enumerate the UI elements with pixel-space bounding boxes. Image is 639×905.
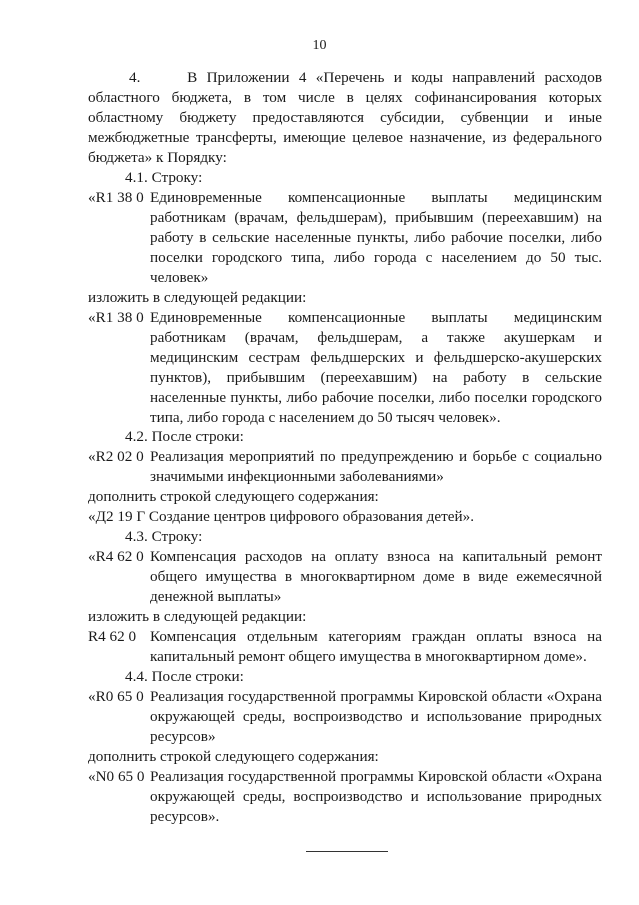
item-4-1-heading: 4.1. Строку: — [125, 169, 203, 186]
item-4-1-new-text: работникам (врачам, фельдшерам, а также акушеркам и медицинским сестрам фельдшерских и фельдшерско-акушерских пунктов), прибывшим (переехавшим) на работу в сельские населенные пункты, либо рабочие поселки, либо поселки городского типа, либо города с населением до 50 тысяч человек». — [150, 329, 602, 426]
item-4-3-new-text: капитальный ремонт общего имущества в многоквартирном доме». — [150, 648, 587, 665]
item-4-2-ref-first-line: Реализация мероприятий по предупреждению и борьбе с социально — [150, 448, 602, 465]
item-4-3-old-text: общего имущества в многоквартирном доме в виде ежемесячной денежной выплаты» — [150, 568, 602, 605]
item-4-1-transition: изложить в следующей редакции: — [88, 289, 307, 306]
item-4-paragraph — [88, 68, 602, 168]
item-4-number: 4. — [129, 69, 141, 86]
item-4-4-ref-first-line: Реализация государственной программы Кировской области «Охрана — [150, 688, 602, 705]
item-4-2-added-line: «Д2 19 Г Создание центров цифрового образования детей». — [88, 508, 475, 525]
item-4-2-heading: 4.2. После строки: — [125, 428, 244, 445]
item-4-3-new-first-line: Компенсация отдельным категориям граждан оплаты взноса на — [150, 628, 602, 645]
closing-divider — [306, 851, 388, 852]
item-4-4-added-code: «N0 65 0 — [88, 768, 145, 785]
item-4-4-added-text: окружающей среды, воспроизводство и использование природных ресурсов». — [150, 788, 602, 825]
item-4-4-transition: дополнить строкой следующего содержания: — [88, 748, 379, 765]
item-4-4-added-first-line: Реализация государственной программы Кировской области «Охрана — [150, 768, 602, 785]
item-4-text: В Приложении 4 «Перечень и коды направлений расходов областного бюджета, в том числе в целях софинансирования которых областному бюджету предоставляются субсидии, субвенции и иные межбюджетные трансферты, имеющие целевое назначение, из федерального бюджета» к Порядку: — [88, 69, 602, 166]
item-4-4-ref-code: «R0 65 0 — [88, 688, 144, 705]
page-number: 10 — [312, 38, 327, 53]
item-4-2-ref-text: значимыми инфекционными заболеваниями» — [150, 468, 444, 485]
item-4-3-heading: 4.3. Строку: — [125, 528, 203, 545]
item-4-1-old-text: работникам (врачам, фельдшерам), прибывшим (переехавшим) на работу в сельские населенные пункты, либо рабочие поселки, либо поселки городского типа, либо города с населением до 50 тыс. человек» — [150, 209, 602, 286]
item-4-4-heading: 4.4. После строки: — [125, 668, 244, 685]
item-4-3-old-first-line: Компенсация расходов на оплату взноса на капитальный ремонт — [150, 548, 602, 565]
item-4-1-new-first-line: Единовременные компенсационные выплаты медицинским — [150, 309, 602, 326]
item-4-1-new-code: «R1 38 0 — [88, 309, 144, 326]
item-4-1-old-first-line: Единовременные компенсационные выплаты медицинским — [150, 189, 602, 206]
item-4-2-ref-code: «R2 02 0 — [88, 448, 144, 465]
item-4-3-old-code: «R4 62 0 — [88, 548, 144, 565]
item-4-3-new-code: R4 62 0 — [88, 628, 137, 645]
item-4-4-ref-text: окружающей среды, воспроизводство и использование природных ресурсов» — [150, 708, 602, 745]
item-4-1-old-code: «R1 38 0 — [88, 189, 144, 206]
item-4-3-transition: изложить в следующей редакции: — [88, 608, 307, 625]
item-4-2-transition: дополнить строкой следующего содержания: — [88, 488, 379, 505]
